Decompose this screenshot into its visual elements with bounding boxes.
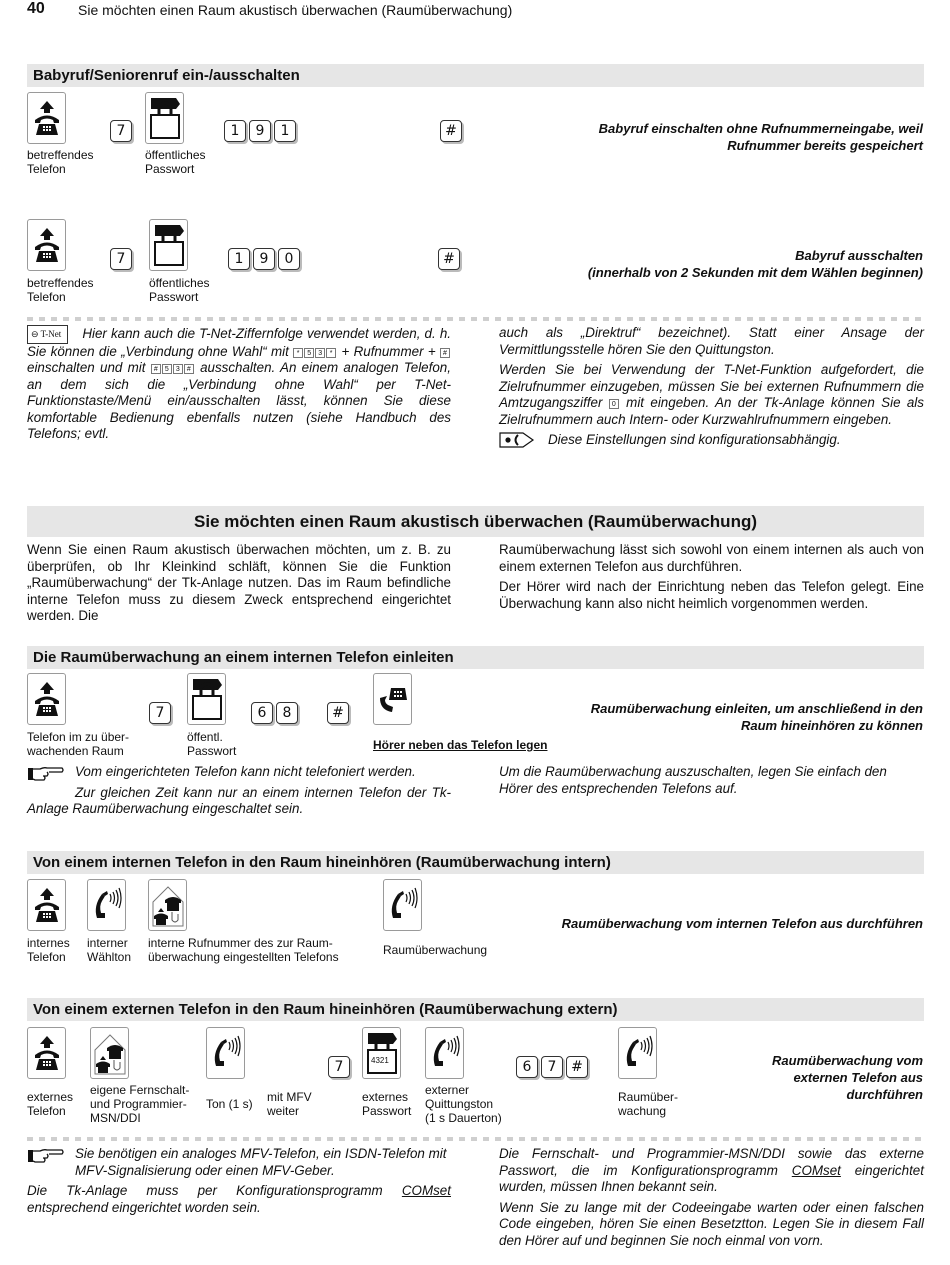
- tnet-note: ⊖ T-Net Hier kann auch die T-Net-Ziffernfolge verwendet werden, d. h. Sie können die „Verbindung ohne Wahl“ mit * 5 3 * + Rufnummer + # einschalten und mit # 5 3 # ausschalten. An einem analogen Telefon, an dem sich die „Verbindung ohne Wahl“ per T-Net-Funktionstaste/Menü ein/ausschalten lässt, können Sie diese komfortable Bedienung ebenfalls nutzen (siehe Handbuch des Telefons; evtl.: [27, 326, 451, 441]
- comset-link: COMset: [401, 1183, 451, 1198]
- caption-ack-tone: externer Quittungston (1 s Dauerton): [425, 1083, 502, 1125]
- caption-password: öffentliches Passwort: [149, 276, 210, 304]
- dial-tone-icon: [87, 879, 126, 931]
- extern-right-text: Die Fernschalt- und Programmier-MSN/DDI sowie das externe Passwort, die im Konfigurationsprogramm COMset eingerichtet wurden, müssen Ihnen bekannt sein. Wenn Sie zu lange mit der Codeeingabe warten oder einen falschen Code eingeben, hören Sie einen Besetztton. Legen Sie in diesem Fall den Hörer auf und beginnen Sie noch einmal von vorn.: [499, 1146, 924, 1248]
- main-intro-right: Raumüberwachung lässt sich sowohl von einem internen als auch von einem externen Telefon aus durchführen. Der Hörer wird nach der Einrichtung neben das Telefon gelegt. Eine Überwachung kann also nicht heimlich vorgenommen werden.: [499, 542, 924, 611]
- section-title-babyruf: Babyruf/Seniorenruf ein-/ausschalten: [27, 64, 924, 87]
- key-7: 7: [110, 120, 132, 142]
- main-intro-left: Wenn Sie einen Raum akustisch überwachen möchten, um z. B. zu überprüfen, ob Ihr Kleinkind schläft, können Sie die Funktion „Raumüberwachung“ der Tk-Anlage nutzen. Das im Raum befindliche interne Telefon muss zu diesem Zweck entsprechend eingerichtet werden. Die: [27, 542, 451, 623]
- comset-link: COMset: [791, 1162, 841, 1178]
- key-7: 7: [149, 702, 171, 724]
- note-babyruf-on: Babyruf einschalten ohne Rufnummerneingabe, weil Rufnummer bereits gespeichert: [598, 121, 923, 153]
- caption-internal-number: interne Rufnummer des zur Raum- überwachung eingestellten Telefons: [148, 936, 339, 964]
- dashed-separator: [27, 317, 924, 321]
- key-digit: 1: [224, 120, 246, 142]
- phone-lift-icon: [27, 879, 66, 931]
- section-title-extern: Von einem externen Telefon in den Raum hineinhören (Raumüberwachung extern): [27, 998, 924, 1021]
- caption-phone: Telefon im zu über- wachenden Raum: [27, 730, 130, 758]
- key-digit: 1: [228, 248, 250, 270]
- tone-icon: [206, 1027, 245, 1079]
- pointing-hand-icon: [27, 1148, 65, 1164]
- caption-monitoring: Raumüber- wachung: [618, 1090, 679, 1118]
- handset-beside-phone-icon: [373, 673, 412, 725]
- caption-msn: eigene Fernschalt- und Programmier- MSN/DDI: [90, 1083, 190, 1125]
- house-remote-icon: [90, 1027, 129, 1079]
- caption-monitoring: Raumüberwachung: [383, 943, 488, 957]
- key-7: 7: [328, 1056, 350, 1078]
- password-digits: 4321: [371, 1056, 389, 1065]
- caption-internal-phone: internes Telefon: [27, 936, 70, 964]
- key-hash: #: [438, 248, 460, 270]
- note-babyruf-off: Babyruf ausschalten (innerhalb von 2 Sekunden mit dem Wählen beginnen): [587, 248, 923, 280]
- phone-lift-icon: [27, 92, 66, 144]
- phone-lift-icon: [27, 1027, 66, 1079]
- key-7: 7: [110, 248, 132, 270]
- key-digit: 1: [274, 120, 296, 142]
- lock-icon: [362, 1027, 401, 1079]
- key-digit: 0: [278, 248, 300, 270]
- tnet-note-continued: auch als „Direktruf“ bezeichnet). Statt einer Ansage der Vermittlungsstelle hören Sie den Quittungston. Werden Sie bei Verwendung der T-Net-Funktion aufgefordert, die Zielrufnummer einzugeben, müssen Sie bei externen Rufnummern die Amtzugangsziffer 0 mit eingeben. An der Tk-Anlage können Sie als Zielrufnummern auch Intern- oder Kurzwahlrufnummern eingeben.: [499, 325, 924, 427]
- section-title-einleiten: Die Raumüberwachung an einem internen Telefon einleiten: [27, 646, 924, 669]
- caption-handset: Hörer neben das Telefon legen: [373, 738, 548, 752]
- caption-external-password: externes Passwort: [362, 1090, 412, 1118]
- section-title-main: Sie möchten einen Raum akustisch überwachen (Raumüberwachung): [27, 506, 924, 537]
- running-title: Sie möchten einen Raum akustisch überwachen (Raumüberwachung): [78, 2, 513, 18]
- caption-phone: betreffendes Telefon: [27, 276, 94, 304]
- ack-tone-icon: [425, 1027, 464, 1079]
- phone-lift-icon: [27, 673, 66, 725]
- note-extern: Raumüberwachung vom externen Telefon aus durchführen: [772, 1053, 923, 1102]
- monitoring-tone-icon: [383, 879, 422, 931]
- config-note: Diese Einstellungen sind konfigurationsabhängig.: [548, 432, 841, 447]
- key-digit: 6: [516, 1056, 538, 1078]
- tnet-badge: ⊖ T-Net: [27, 325, 68, 344]
- key-digit: 8: [276, 702, 298, 724]
- einleiten-hint: Vom eingerichteten Telefon kann nicht telefoniert werden. Zur gleichen Zeit kann nur an einem internen Telefon der Tk-Anlage Raumüberwachung eingeschaltet sein.: [27, 764, 451, 816]
- caption-dial-tone: interner Wählton: [87, 936, 132, 964]
- key-digit: 6: [251, 702, 273, 724]
- caption-tone: Ton (1 s): [206, 1097, 253, 1111]
- caption-password: öffentl. Passwort: [187, 730, 237, 758]
- dashed-separator: [27, 1137, 924, 1141]
- page-number: 40: [27, 0, 45, 17]
- caption-phone: betreffendes Telefon: [27, 148, 94, 176]
- key-digit: 9: [253, 248, 275, 270]
- key-hash: #: [566, 1056, 588, 1078]
- phone-lift-icon: [27, 219, 66, 271]
- lock-icon: [145, 92, 184, 144]
- lock-icon: [187, 673, 226, 725]
- note-einleiten: Raumüberwachung einleiten, um anschließend in den Raum hineinhören zu können: [590, 701, 923, 733]
- section-title-intern: Von einem internen Telefon in den Raum hineinhören (Raumüberwachung intern): [27, 851, 924, 874]
- caption-password: öffentliches Passwort: [145, 148, 206, 176]
- caption-mfv: mit MFV weiter: [267, 1090, 312, 1118]
- monitoring-tone-icon: [618, 1027, 657, 1079]
- extern-left-text: Die Tk-Anlage muss per Konfigurationsprogramm COMset entsprechend eingerichtet worden sein.: [27, 1183, 451, 1215]
- einleiten-right: Um die Raumüberwachung auszuschalten, legen Sie einfach den Hörer des entsprechenden Telefons auf.: [499, 764, 887, 796]
- house-phone-icon: [148, 879, 187, 931]
- tnet-phone-icon: ⊖: [31, 329, 39, 339]
- extern-hint: Sie benötigen ein analoges MFV-Telefon, ein ISDN-Telefon mit MFV-Signalisierung oder einen MFV-Geber.: [75, 1146, 447, 1178]
- key-hash: #: [440, 120, 462, 142]
- key-digit: 9: [249, 120, 271, 142]
- lock-icon: [149, 219, 188, 271]
- note-intern: Raumüberwachung vom internen Telefon aus durchführen: [561, 916, 923, 931]
- key-digit: 7: [541, 1056, 563, 1078]
- caption-external-phone: externes Telefon: [27, 1090, 74, 1118]
- config-icon: [499, 432, 535, 448]
- key-hash: #: [327, 702, 349, 724]
